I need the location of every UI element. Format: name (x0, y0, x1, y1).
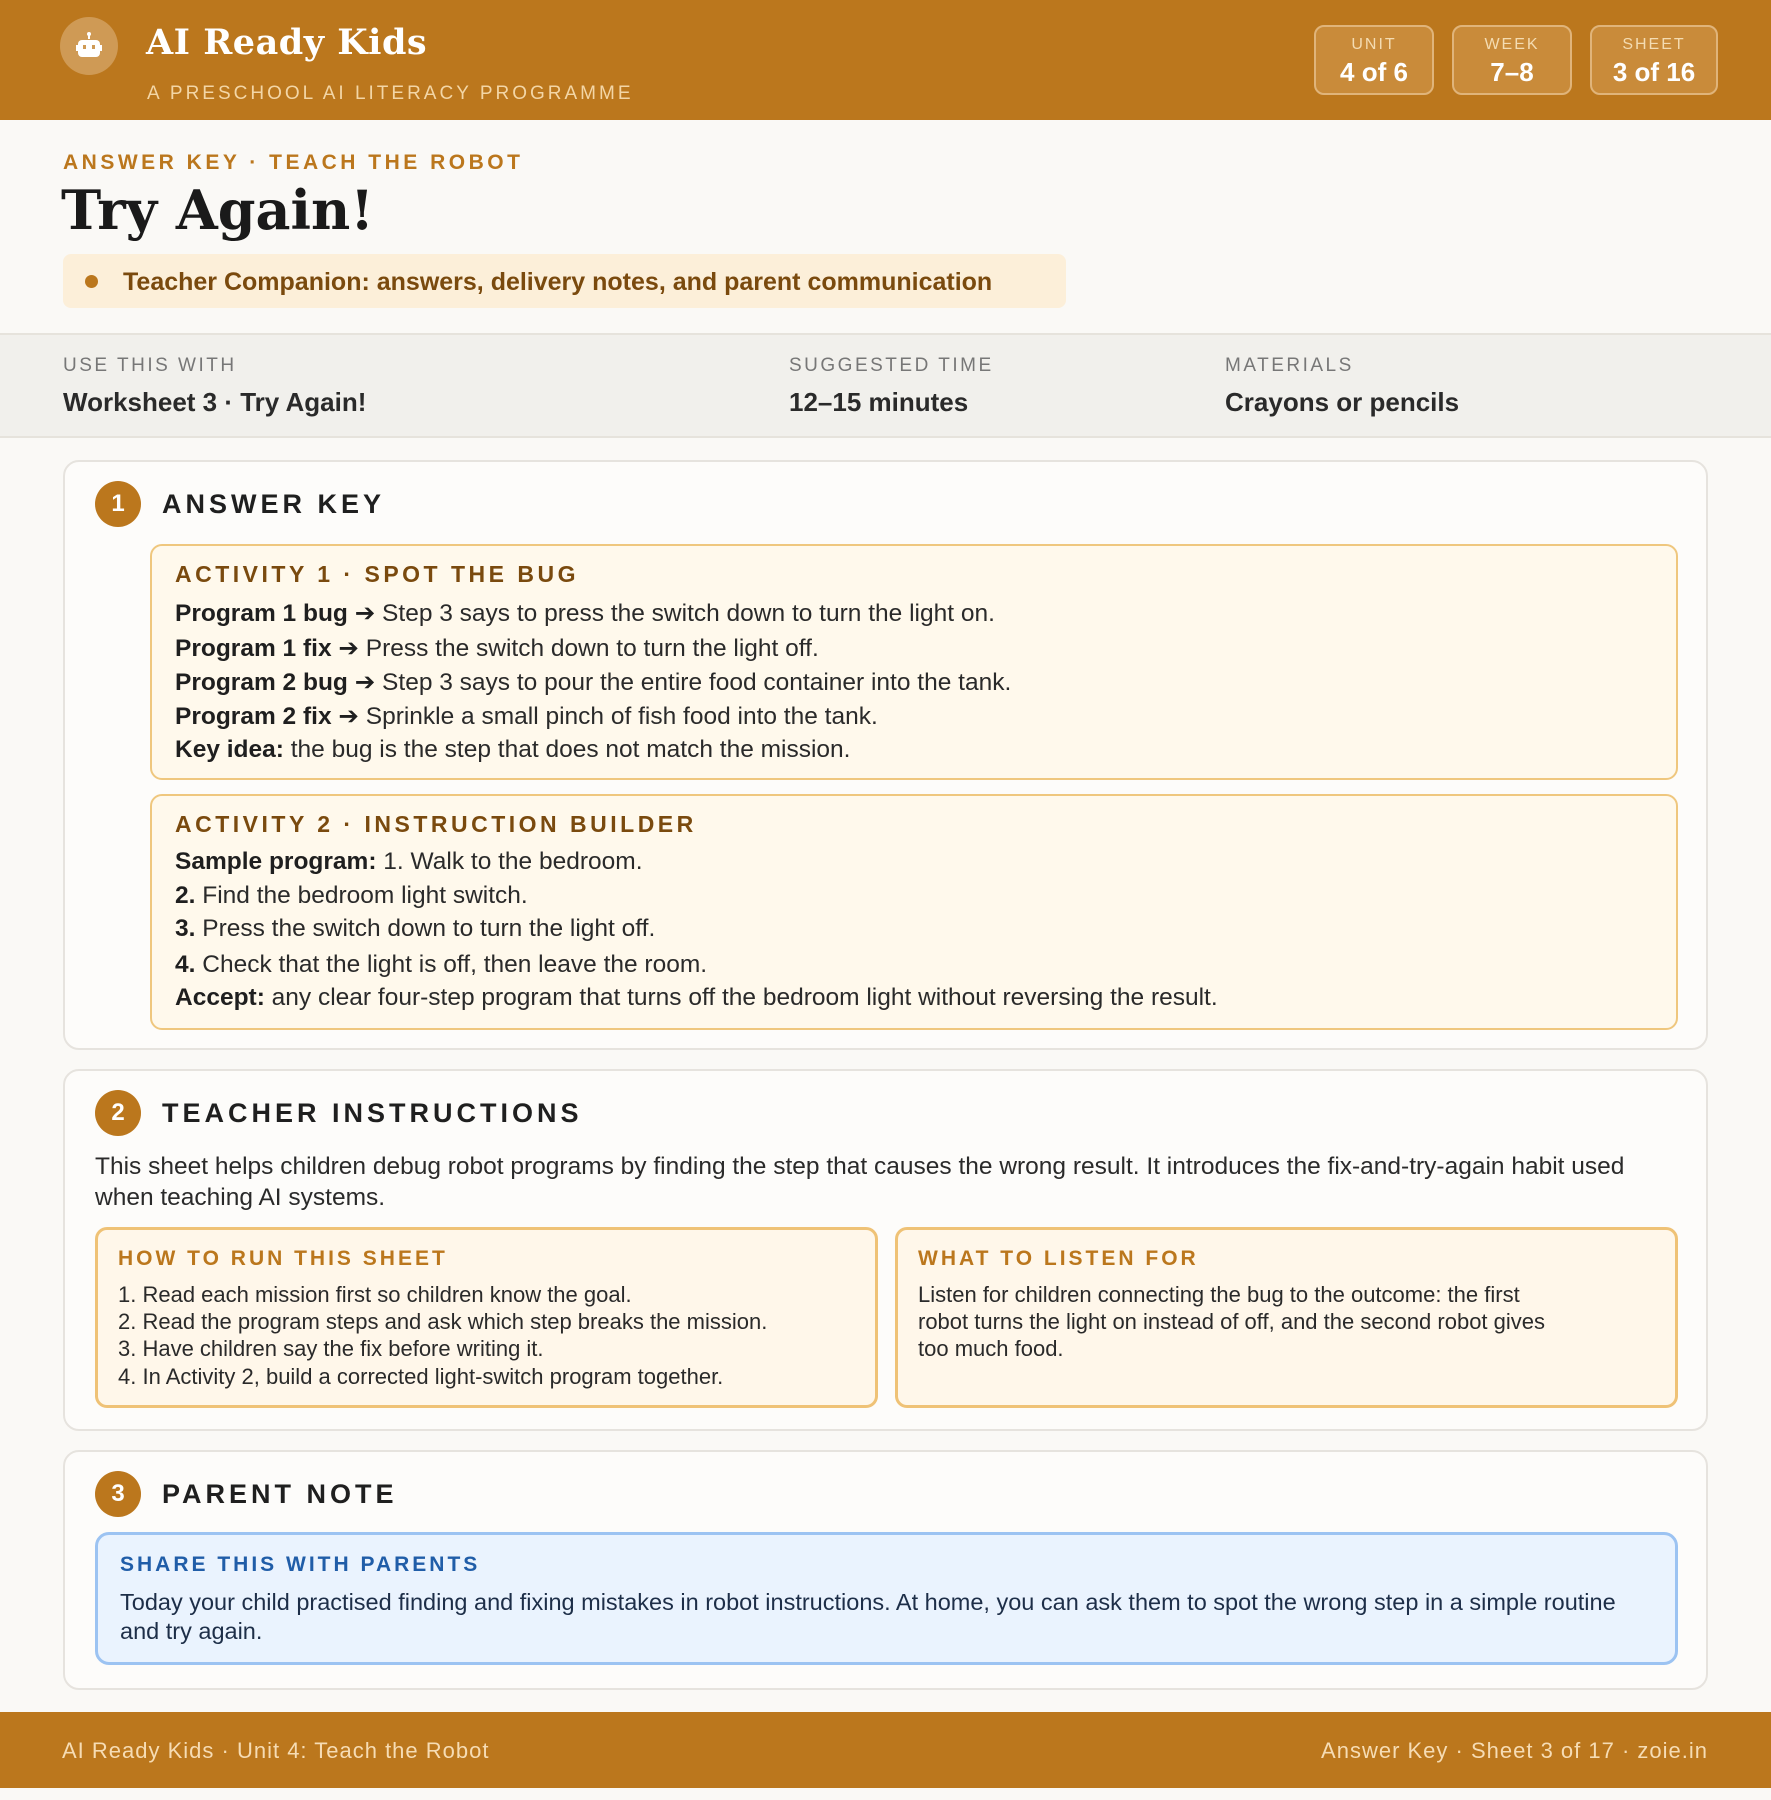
info-use-with (63, 355, 366, 418)
info-value: Worksheet 3 · Try Again! (63, 387, 367, 417)
how-to-run-card (95, 1227, 878, 1408)
robot-icon (60, 17, 118, 75)
unit-value: 4 of 6 (1340, 57, 1408, 87)
step-item: 2. Read the program steps and ask which step breaks the mission. (118, 1309, 768, 1334)
page-eyebrow: ANSWER KEY · TEACH THE ROBOT (63, 151, 524, 174)
section-number: 1 (95, 481, 141, 527)
unit-badge (1314, 25, 1434, 95)
info-materials (1225, 355, 1459, 418)
activity-1-card (150, 544, 1678, 780)
companion-text: Teacher Companion: answers, delivery notes, and parent communication (123, 268, 993, 296)
teacher-intro: This sheet helps children debug robot programs by finding the step that causes the wrong result. It introduces the fix-and-try-again habit used when teaching AI systems. (95, 1153, 1625, 1211)
info-value: Crayons or pencils (1225, 387, 1460, 417)
section-title: TEACHER INSTRUCTIONS (162, 1098, 583, 1128)
page-footer (0, 1712, 1771, 1788)
sheet-badge (1590, 25, 1718, 95)
week-badge (1452, 25, 1572, 95)
brand-tagline: A PRESCHOOL AI LITERACY PROGRAMME (147, 83, 634, 104)
footer-left-text: AI Ready Kids · Unit 4: Teach the Robot (62, 1738, 490, 1763)
answer-line: 2. Find the bedroom light switch. (175, 882, 528, 909)
parent-share-title: SHARE THIS WITH PARENTS (120, 1553, 481, 1576)
answer-line: Program 2 fix ➔ Sprinkle a small pinch of fish food into the tank. (175, 703, 878, 730)
answer-line: Sample program: 1. Walk to the bedroom. (175, 848, 643, 875)
card-title: HOW TO RUN THIS SHEET (118, 1247, 448, 1270)
unit-label: UNIT (1351, 36, 1397, 53)
section-number: 3 (95, 1471, 141, 1517)
parent-share-card (95, 1532, 1678, 1665)
answer-line: Program 1 bug ➔ Step 3 says to press the switch down to turn the light on. (175, 600, 995, 627)
bullet-dot-icon (85, 275, 98, 288)
answer-line: 3. Press the switch down to turn the light off. (175, 915, 656, 942)
step-item: 4. In Activity 2, build a corrected light-switch program together. (118, 1364, 724, 1389)
listen-text-line: Listen for children connecting the bug to the outcome: the first (918, 1282, 1520, 1307)
week-value: 7–8 (1490, 57, 1534, 87)
companion-pill (63, 254, 1066, 308)
info-label: USE THIS WITH (63, 355, 237, 376)
parent-share-text: Today your child practised finding and fixing mistakes in robot instructions. At home, you can ask them to spot the wrong step in a simple routine and try again. (120, 1589, 1616, 1644)
section-title: PARENT NOTE (162, 1479, 398, 1509)
answer-line: Key idea: the bug is the step that does not match the mission. (175, 736, 851, 763)
answer-line: 4. Check that the light is off, then leave the room. (175, 951, 708, 978)
activity-title: ACTIVITY 1 · SPOT THE BUG (175, 561, 579, 587)
section-title: ANSWER KEY (162, 489, 386, 519)
info-label: SUGGESTED TIME (789, 355, 994, 376)
activity-title: ACTIVITY 2 · INSTRUCTION BUILDER (175, 811, 697, 837)
answer-line: Program 2 bug ➔ Step 3 says to pour the entire food container into the tank. (175, 669, 1012, 696)
answer-key-section (63, 460, 1708, 1050)
sheet-value: 3 of 16 (1612, 57, 1696, 87)
page-title: Try Again! (61, 178, 375, 242)
step-item: 1. Read each mission first so children know the goal. (118, 1282, 632, 1307)
brand-name: AI Ready Kids (146, 22, 428, 63)
sheet-label: SHEET (1622, 36, 1686, 53)
what-to-listen-card (895, 1227, 1678, 1408)
teacher-instructions-section (63, 1069, 1708, 1431)
section-number: 2 (95, 1090, 141, 1136)
footer-right-text: Answer Key · Sheet 3 of 17 · zoie.in (1321, 1738, 1708, 1763)
card-title: WHAT TO LISTEN FOR (918, 1247, 1199, 1270)
parent-note-section (63, 1450, 1708, 1690)
week-label: WEEK (1484, 36, 1540, 53)
page-header (0, 0, 1771, 120)
activity-2-card (150, 794, 1678, 1030)
info-value: 12–15 minutes (789, 387, 969, 417)
info-label: MATERIALS (1225, 355, 1354, 376)
answer-line: Program 1 fix ➔ Press the switch down to turn the light off. (175, 635, 819, 662)
listen-text-line: robot turns the light on instead of off, and the second robot gives (918, 1309, 1546, 1334)
answer-line: Accept: any clear four-step program that turns off the bedroom light without reversing the result. (175, 984, 1218, 1011)
info-suggested-time (789, 355, 994, 418)
listen-text-line: too much food. (918, 1336, 1064, 1361)
step-item: 3. Have children say the fix before writing it. (118, 1336, 544, 1361)
info-strip (0, 333, 1771, 438)
